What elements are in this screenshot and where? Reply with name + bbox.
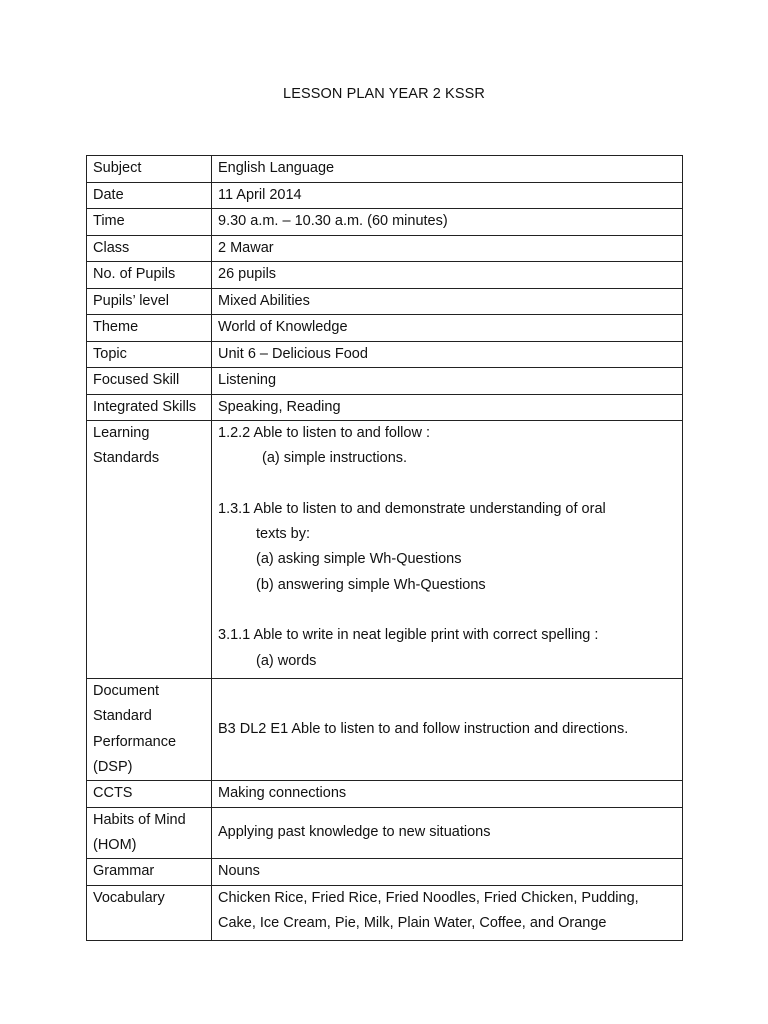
row-label: Focused Skill [87,368,212,395]
hom-label [87,807,212,859]
learning-standards-label [87,421,212,679]
vocabulary-line: Chicken Rice, Fried Rice, Fried Noodles, Fried Chicken, Pudding, [218,889,639,906]
row-value: Mixed Abilities [212,288,683,315]
dsp-row [87,678,683,780]
row-label: Date [87,182,212,209]
label-line: Habits of Mind [93,811,186,828]
row-label: Pupils’ level [87,288,212,315]
vocabulary-label: Vocabulary [87,885,212,941]
lesson-plan-table [86,155,683,941]
learning-standards-value [212,421,683,679]
row-label: Integrated Skills [87,394,212,421]
row-label: Theme [87,315,212,342]
learning-standards-row [87,421,683,679]
row-value: Unit 6 – Delicious Food [212,341,683,368]
hom-row [87,807,683,859]
label-line: Standard [93,708,152,725]
table-row [87,262,683,289]
table-row [87,368,683,395]
row-value: Nouns [212,859,683,886]
row-label: No. of Pupils [87,262,212,289]
row-label: Topic [87,341,212,368]
vocabulary-value [212,885,683,941]
label-line: Standards [93,450,160,467]
table-row [87,859,683,886]
standard-2-cont: texts by: [256,526,310,543]
standard-1: 1.2.2 Able to listen to and follow : [218,425,430,441]
table-row [87,182,683,209]
table-row [87,235,683,262]
table-row [87,288,683,315]
row-value: 9.30 a.m. – 10.30 a.m. (60 minutes) [212,209,683,236]
row-value: 11 April 2014 [212,182,683,209]
standard-2: 1.3.1 Able to listen to and demonstrate understanding of oral [218,500,606,517]
row-value: World of Knowledge [212,315,683,342]
dsp-value: B3 DL2 E1 Able to listen to and follow instruction and directions. [212,678,683,780]
table-row [87,156,683,183]
row-value: Speaking, Reading [212,394,683,421]
hom-value: Applying past knowledge to new situations [212,807,683,859]
table-row [87,341,683,368]
label-line: (DSP) [93,758,133,775]
row-value: English Language [212,156,683,183]
row-label: Grammar [87,859,212,886]
row-label: CCTS [87,781,212,808]
standard-3a: (a) words [256,652,317,669]
standard-2b: (b) answering simple Wh-Questions [256,576,486,593]
page-title: LESSON PLAN YEAR 2 KSSR [283,86,485,102]
vocabulary-line: Cake, Ice Cream, Pie, Milk, Plain Water, Coffee, and Orange [218,915,607,932]
table-row [87,315,683,342]
label-line: Learning [93,425,150,441]
row-value: Listening [212,368,683,395]
table-row [87,209,683,236]
label-line: Performance [93,733,177,750]
row-label: Subject [87,156,212,183]
row-value: Making connections [212,781,683,808]
label-line: Document [93,682,160,699]
vocabulary-row [87,885,683,941]
standard-1a: (a) simple instructions. [262,450,408,467]
row-value: 26 pupils [212,262,683,289]
row-label: Class [87,235,212,262]
row-label: Time [87,209,212,236]
dsp-label [87,678,212,780]
standard-3: 3.1.1 Able to write in neat legible print with correct spelling : [218,627,599,644]
row-value: 2 Mawar [212,235,683,262]
table-row [87,781,683,808]
standard-2a: (a) asking simple Wh-Questions [256,551,462,568]
table-row [87,394,683,421]
label-line: (HOM) [93,836,137,853]
